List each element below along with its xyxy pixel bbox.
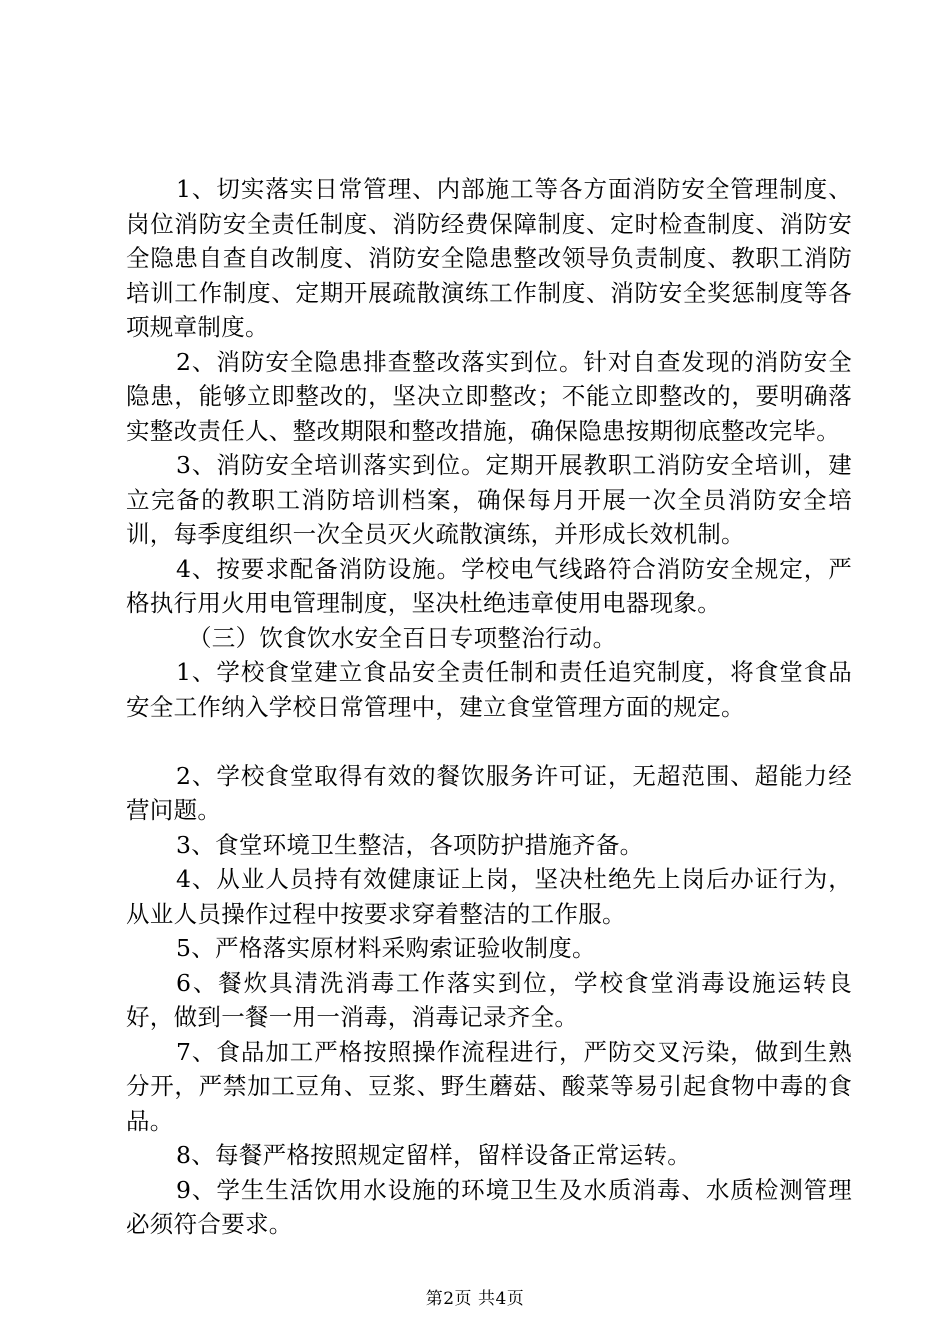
paragraph-food-8: 8、每餐严格按照规定留样，留样设备正常运转。 — [176, 1141, 692, 1169]
paragraph-fire-1: 1、切实落实日常管理、内部施工等各方面消防安全管理制度、岗位消防安全责任制度、消防经费保障制度、定时检查制度、消防安全隐患自查自改制度、消防安全隐患整改领导负责制度、教职工消防培训工作制度、定期开展疏散演练工作制度、消防安全奖惩制度等各项规章制度。 — [126, 175, 852, 341]
paragraph-food-2: 2、学校食堂取得有效的餐饮服务许可证，无超范围、超能力经营问题。 — [126, 761, 852, 824]
paragraph-food-5: 5、严格落实原材料采购索证验收制度。 — [176, 934, 596, 962]
paragraph-food-3: 3、食堂环境卫生整洁，各项防护措施齐备。 — [176, 830, 644, 859]
paragraph-food-9: 9、学生生活饮用水设施的环境卫生及水质消毒、水质检测管理必须符合要求。 — [126, 1175, 852, 1238]
blank-line — [126, 724, 852, 759]
paragraph-fire-2: 2、消防安全隐患排查整改落实到位。针对自查发现的消防安全隐患，能够立即整改的，坚决立即整改；不能立即整改的，要明确落实整改责任人、整改期限和整改措施，确保隐患按期彻底整改完毕。 — [126, 347, 852, 445]
paragraph-food-4: 4、从业人员持有效健康证上岗，坚决杜绝先上岗后办证行为，从业人员操作过程中按要求穿着整洁的工作服。 — [126, 865, 852, 928]
paragraph-fire-4: 4、按要求配备消防设施。学校电气线路符合消防安全规定，严格执行用火用电管理制度，坚决杜绝违章使用电器现象。 — [126, 554, 852, 617]
section-heading-food-water: （三）饮食饮水安全百日专项整治行动。 — [188, 623, 617, 652]
paragraph-fire-3: 3、消防安全培训落实到位。定期开展教职工消防安全培训，建立完备的教职工消防培训档案，确保每月开展一次全员消防安全培训，每季度组织一次全员灭火疏散演练，并形成长效机制。 — [126, 451, 852, 548]
document-body — [126, 172, 852, 1242]
page-footer: 第2页 共4页 — [425, 1289, 525, 1309]
paragraph-food-7: 7、食品加工严格按照操作流程进行，严防交叉污染，做到生熟分开，严禁加工豆角、豆浆、野生蘑菇、酸菜等易引起食物中毒的食品。 — [126, 1037, 852, 1135]
paragraph-food-6: 6、餐炊具清洗消毒工作落实到位，学校食堂消毒设施运转良好，做到一餐一用一消毒，消毒记录齐全。 — [126, 968, 852, 1031]
paragraph-food-1: 1、学校食堂建立食品安全责任制和责任追究制度，将食堂食品安全工作纳入学校日常管理中，建立食堂管理方面的规定。 — [126, 658, 852, 721]
